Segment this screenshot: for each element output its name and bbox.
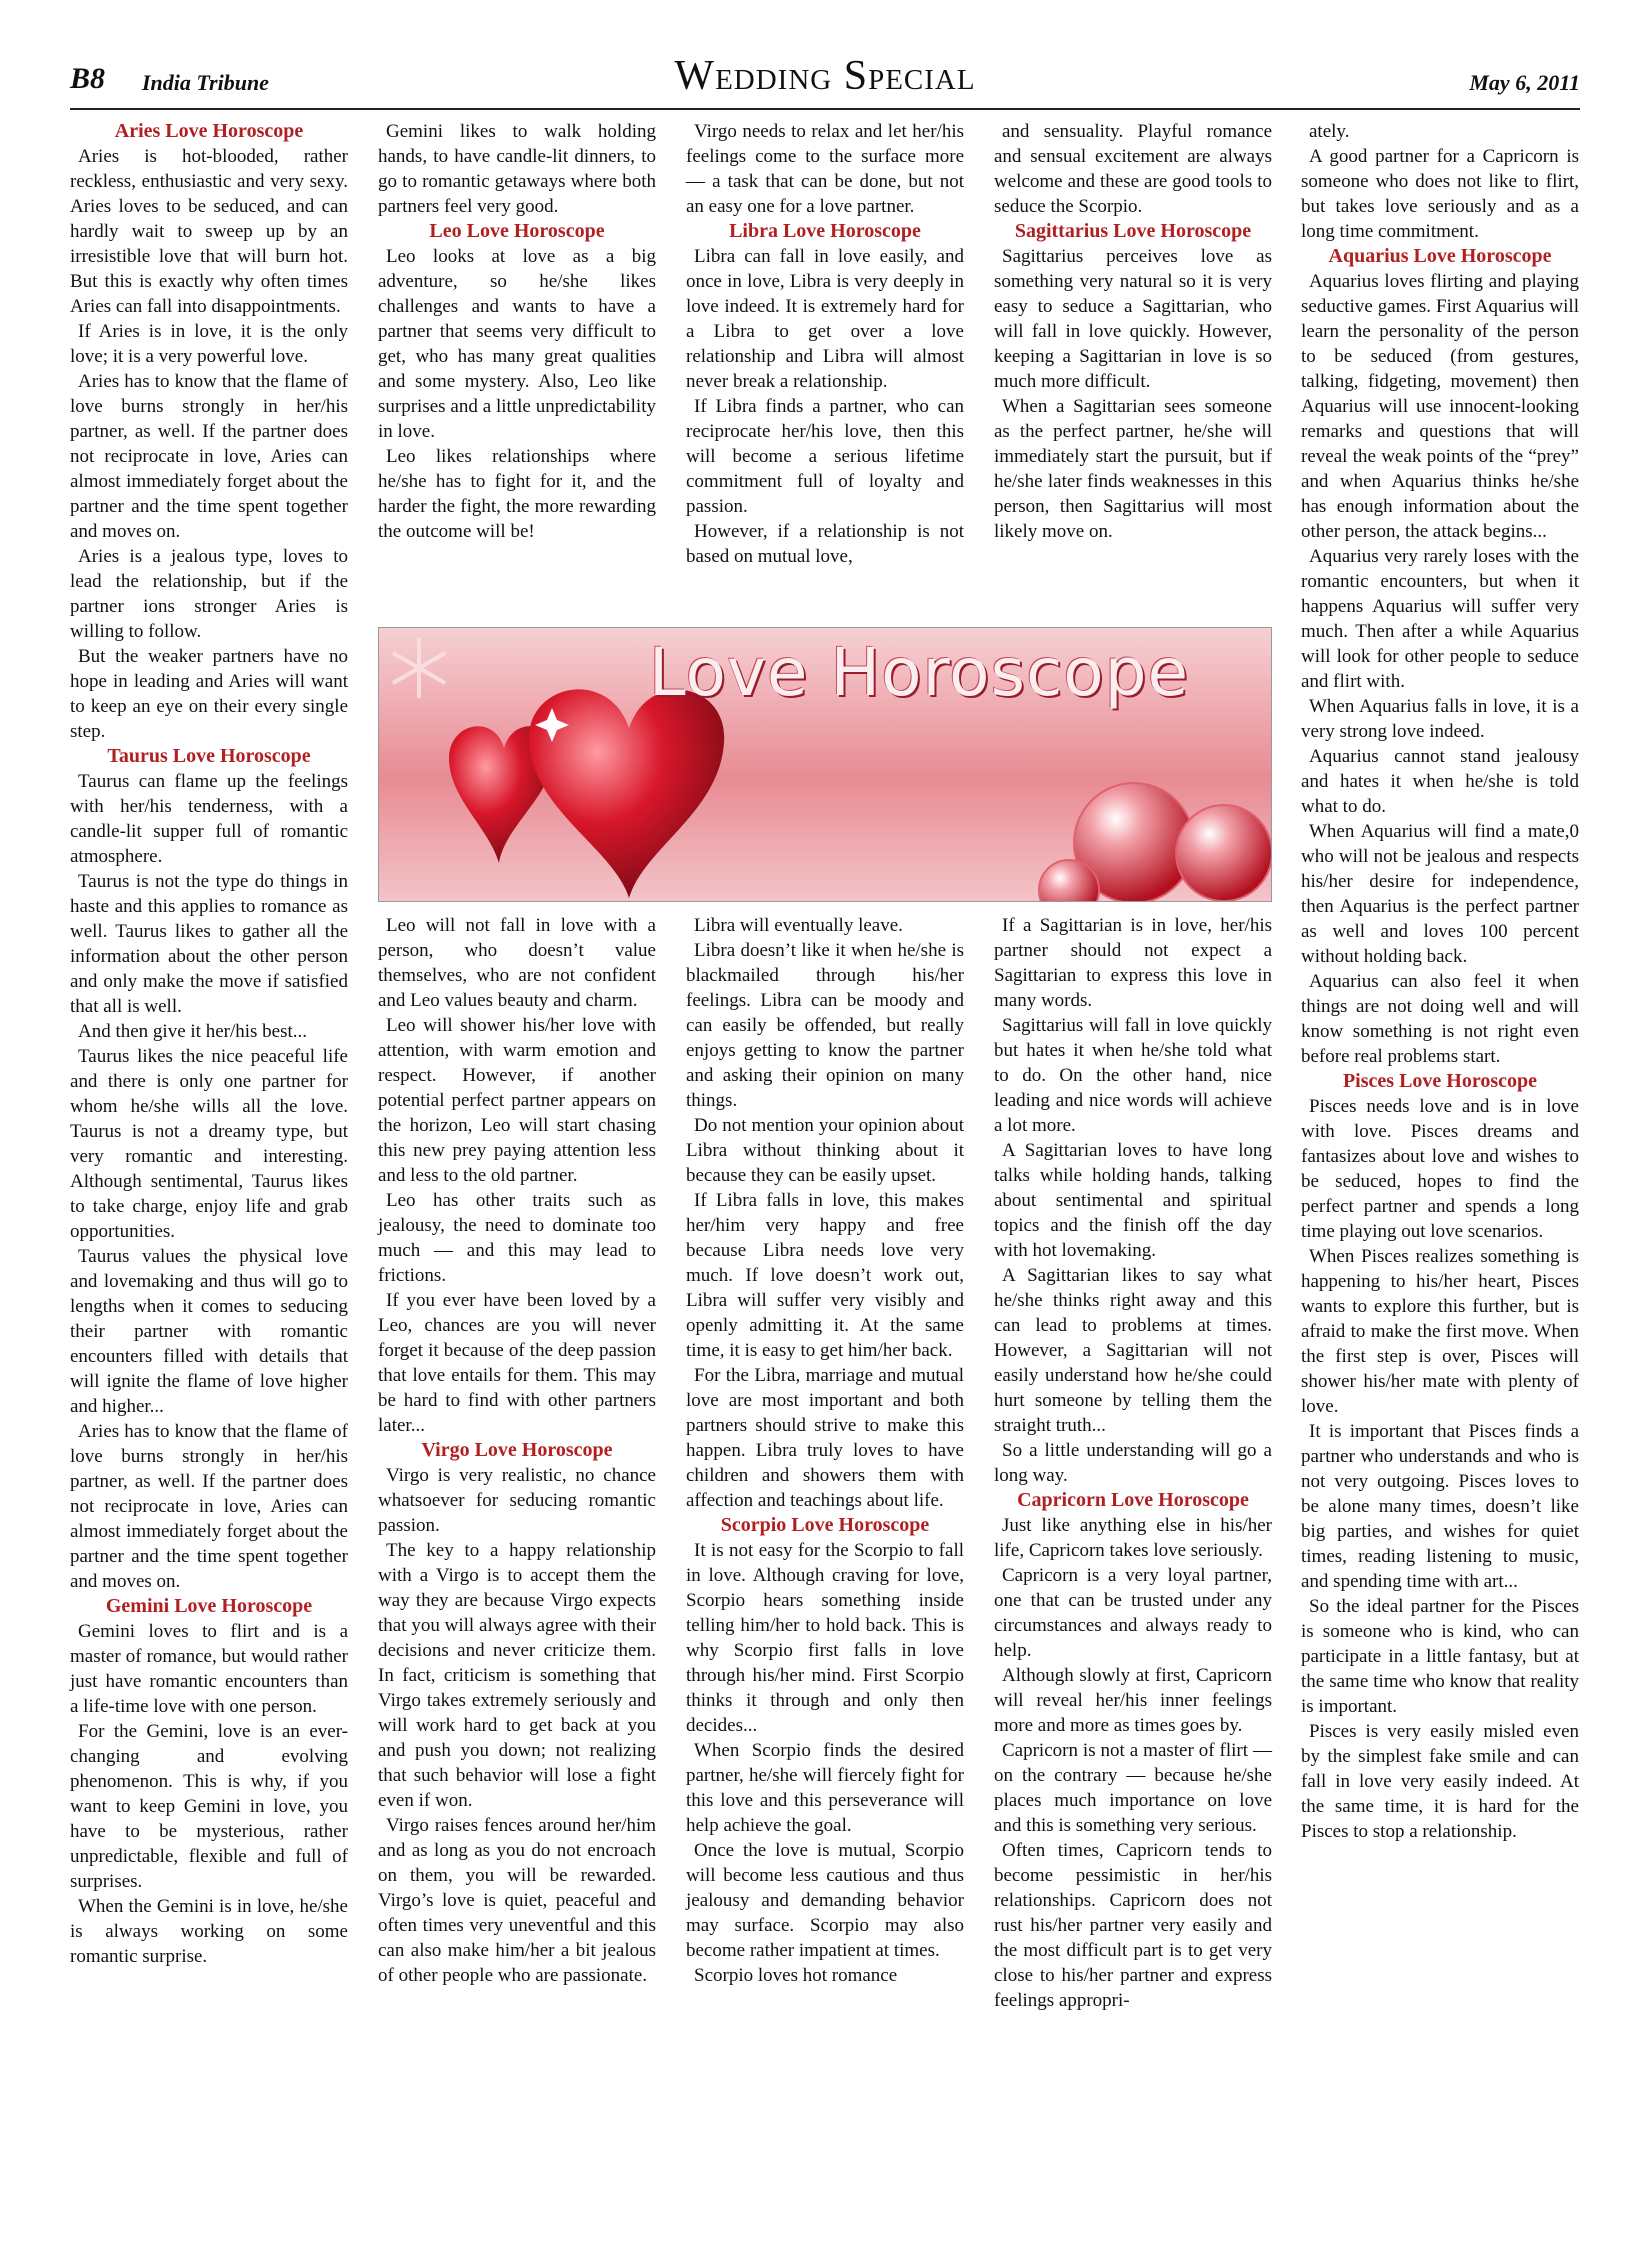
scorpio-paragraph: Scorpio loves hot romance — [694, 1965, 898, 1986]
taurus-paragraph: Taurus can flame up the feelings with her/his tenderness, with a candle-lit supper full of romantic atmosphere. — [70, 771, 348, 867]
virgo-paragraph: The key to a happy relationship with a Virgo is to accept them the way they are because Virgo expects that you will always agree with their decisions and never criticize them. In fact, criticism is something that Virgo takes extremely seriously and will work hard to get back at you and push you down; not realizing that such behavior will lose a fight even if won. — [378, 1540, 656, 1811]
aquarius-paragraph: When Aquarius will find a mate,0 who will not be jealous and respects his/her desire for independence, then Aquarius is the perfect partner as well and loves 100 percent without holding back. — [1301, 821, 1579, 967]
sagittarius-paragraph: Sagittarius will fall in love quickly but hates it when he/she told what to do. On the other hand, nice leading and nice words will achieve a lot more. — [994, 1015, 1272, 1136]
pisces-paragraph: Pisces needs love and is in love with love. Pisces dreams and fantasizes about love and wishes to be seduced, hopes to find the perfect partner and spends a long time playing out love scenarios. — [1301, 1096, 1579, 1242]
capricorn-paragraph: ately. — [1309, 121, 1350, 142]
virgo-heading: Virgo Love Horoscope — [421, 1439, 613, 1461]
pisces-paragraph: So the ideal partner for the Pisces is someone who is kind, who can participate in a little fantasy, but at the same time who know that reality is important. — [1301, 1596, 1579, 1717]
sagittarius-heading: Sagittarius Love Horoscope — [1014, 220, 1252, 242]
aquarius-heading: Aquarius Love Horoscope — [1328, 245, 1552, 267]
libra-paragraph: Libra will eventually leave. — [694, 915, 903, 936]
scorpio-paragraph: Once the love is mutual, Scorpio will become less cautious and thus jealousy and demanding behavior may surface. Scorpio may also become rather impatient at times. — [686, 1840, 964, 1961]
capricorn-paragraph: Although slowly at first, Capricorn will reveal her/his inner feelings more and more as times goes by. — [994, 1665, 1272, 1736]
sagittarius-paragraph: A Sagittarian likes to say what he/she thinks right away and this can lead to problems at times. However, a Sagittarian will not easily understand how he/she could hurt someone by telling them the straight truth... — [994, 1265, 1272, 1436]
scorpio-paragraph: When Scorpio finds the desired partner, he/she will fiercely fight for this love and this perseverance will help achieve the goal. — [686, 1740, 964, 1836]
column-4-bottom — [994, 913, 1272, 2203]
leo-paragraph: Leo looks at love as a big adventure, so he/she likes challenges and wants to have a partner that seems very difficult to get, who has many great qualities and some mystery. Also, Leo like surprises and a little unpredictability in love. — [378, 246, 656, 442]
column-1 — [70, 119, 348, 2199]
column-5 — [1301, 119, 1579, 2199]
libra-paragraph: Do not mention your opinion about Libra without thinking about it because they can be easily upset. — [686, 1115, 964, 1186]
snowflake-icon — [393, 638, 445, 698]
capricorn-paragraph: Often times, Capricorn tends to become pessimistic in her/his relationships. Capricorn does not rust his/her partner very easily and the most difficult part is to get very close to his/her partner and express feelings appropri- — [994, 1840, 1272, 2011]
aquarius-paragraph: Aquarius cannot stand jealousy and hates it when he/she is told what to do. — [1301, 746, 1579, 817]
gemini-paragraph: When the Gemini is in love, he/she is always working on some romantic surprise. — [70, 1896, 348, 1967]
column-3-top — [686, 119, 964, 619]
pisces-paragraph: When Pisces realizes something is happening to his/her heart, Pisces wants to explore this further, but is afraid to make the first move. When the first step is over, Pisces will shower his/her mate with plenty of love. — [1301, 1246, 1579, 1417]
aries-heading: Aries Love Horoscope — [114, 120, 304, 142]
aries-paragraph: Aries has to know that the flame of love burns strongly in her/his partner, as well. If the partner does not reciprocate in love, Aries can almost immediately forget about the partner and the time spent together and moves on. — [70, 371, 348, 542]
leo-paragraph: Leo has other traits such as jealousy, the need to dominate too much — and this may lead to frictions. — [378, 1190, 656, 1286]
page-number: B8 — [70, 62, 106, 95]
header-rule — [70, 108, 1580, 110]
virgo-paragraph: Virgo is very realistic, no chance whatsoever for seducing romantic passion. — [378, 1465, 656, 1536]
leo-paragraph: Leo will shower his/her love with attention, with warm emotion and respect. However, if another potential perfect partner appears on the horizon, Leo will start chasing this new prey paying attention less and less to the old partner. — [378, 1015, 656, 1186]
taurus-paragraph: Taurus likes the nice peaceful life and there is only one partner for whom he/she wills all the love. Taurus is not a dreamy type, but very romantic and interesting. Although sentimental, Taurus likes to take charge, enjoy life and grab opportunities. — [70, 1046, 348, 1242]
pisces-paragraph: It is important that Pisces finds a partner who understands and who is not very outgoing. Pisces loves to be alone many times, doesn’t like big parties, and wishes for quiet times, reading listening to music, and spending time with art... — [1301, 1421, 1579, 1592]
sagittarius-paragraph: If a Sagittarian is in love, her/his partner should not expect a Sagittarian to express this love in many words. — [994, 915, 1272, 1011]
leo-heading: Leo Love Horoscope — [429, 220, 605, 242]
capricorn-paragraph: Capricorn is not a master of flirt — on the contrary — because he/she places much importance on love and this is something very serious. — [994, 1740, 1272, 1836]
glass-ball-icon — [1176, 805, 1272, 901]
sagittarius-paragraph: Sagittarius perceives love as something very natural so it is very easy to seduce a Sagittarian, who will fall in love quickly. However, keeping a Sagittarian in love is so much more difficult. — [994, 246, 1272, 392]
banner-title: Love Horoscope — [648, 634, 1190, 711]
scorpio-heading: Scorpio Love Horoscope — [720, 1514, 930, 1536]
libra-heading: Libra Love Horoscope — [729, 220, 921, 242]
taurus-heading: Taurus Love Horoscope — [107, 745, 311, 767]
pisces-paragraph: Pisces is very easily misled even by the simplest fake smile and can fall in love very easily indeed. At the same time, it is hard for the Pisces to stop a relationship. — [1301, 1721, 1579, 1842]
leo-paragraph: If you ever have been loved by a Leo, chances are you will never forget it because of the deep passion that love entails for them. This may be hard to find with other partners later... — [378, 1290, 656, 1436]
section-title: Wedding Special — [674, 53, 976, 99]
sagittarius-paragraph: So a little understanding will go a long way. — [994, 1440, 1272, 1486]
sagittarius-paragraph: A Sagittarian loves to have long talks while holding hands, talking about sentimental and spiritual topics and the finish off the day with hot lovemaking. — [994, 1140, 1272, 1261]
scorpio-paragraph: and sensuality. Playful romance and sensual excitement are always welcome and these are good tools to seduce the Scorpio. — [994, 121, 1272, 217]
aquarius-paragraph: Aquarius can also feel it when things are not doing well and will know something is not right even before real problems start. — [1301, 971, 1579, 1067]
taurus-paragraph: Taurus values the physical love and lovemaking and thus will go to lengths when it comes to seducing their partner with romantic encounters filled with details that will ignite the flame of love higher and higher... — [70, 1246, 348, 1417]
scorpio-paragraph: It is not easy for the Scorpio to fall in love. Although craving for love, Scorpio hears something inside telling him/her to hold back. This is why Scorpio first falls in love through his/her mind. First Scorpio thinks it through and only then decides... — [686, 1540, 964, 1736]
love-horoscope-banner — [378, 627, 1272, 902]
column-3-bottom — [686, 913, 964, 2203]
capricorn-paragraph: Capricorn is a very loyal partner, one that can be trusted under any circumstances and always ready to help. — [994, 1565, 1272, 1661]
capricorn-paragraph: Just like anything else in his/her life, Capricorn takes love seriously. — [994, 1515, 1272, 1561]
aries-paragraph: If Aries is in love, it is the only love; it is a very powerful love. — [70, 321, 348, 367]
issue-date: May 6, 2011 — [1469, 70, 1580, 95]
aquarius-paragraph: Aquarius loves flirting and playing seductive games. First Aquarius will learn the personality of the person to be seduced (from gestures, talking, fidgeting, movement) then Aquarius will use innocent-looking remarks and questions that will reveal the weak points of the “prey” and when Aquarius thinks he/she has enough information about the other person, the attack begins... — [1301, 271, 1579, 542]
gemini-heading: Gemini Love Horoscope — [105, 1595, 313, 1617]
aries-paragraph: Aries is hot-blooded, rather reckless, enthusiastic and very sexy. Aries loves to be seduced, and can hardly wait to sweep up by an irresistible love that will burn hot. But this is exactly why often times Aries can fall into disappointments. — [70, 146, 348, 317]
taurus-paragraph: And then give it her/his best... — [78, 1021, 308, 1042]
capricorn-heading: Capricorn Love Horoscope — [1017, 1489, 1249, 1511]
virgo-paragraph: Virgo needs to relax and let her/his feelings come to the surface more — a task that can be done, but not an easy one for a love partner. — [686, 121, 964, 217]
leo-paragraph: Leo likes relationships where he/she has to fight for it, and the harder the fight, the more rewarding the outcome will be! — [378, 446, 656, 542]
leo-paragraph: Leo will not fall in love with a person, who doesn’t value themselves, who are not confident and Leo values beauty and charm. — [378, 915, 656, 1011]
page-header — [70, 53, 1580, 108]
libra-paragraph: However, if a relationship is not based on mutual love, — [686, 521, 964, 567]
column-2-bottom — [378, 913, 656, 2203]
aquarius-paragraph: When Aquarius falls in love, it is a very strong love indeed. — [1301, 696, 1579, 742]
aries-paragraph: Aries is a jealous type, loves to lead the relationship, but if the partner ions stronger Aries is willing to follow. — [70, 546, 348, 642]
libra-paragraph: Libra can fall in love easily, and once in love, Libra is very deeply in love indeed. It is extremely hard for a Libra to get over a love relationship and Libra will almost never break a relationship. — [686, 246, 964, 392]
column-2-top — [378, 119, 656, 619]
taurus-paragraph: Aries has to know that the flame of love burns strongly in her/his partner, as well. If the partner does not reciprocate in love, Aries can almost immediately forget about the partner and the time spent together and moves on. — [70, 1421, 348, 1592]
sagittarius-paragraph: When a Sagittarian sees someone as the perfect partner, he/she will immediately start the pursuit, but if he/she later finds weaknesses in this person, then Sagittarius will most likely move on. — [994, 396, 1272, 542]
libra-paragraph: If Libra finds a partner, who can reciprocate her/his love, then this will become a serious lifetime commitment full of loyalty and passion. — [686, 396, 964, 517]
aries-paragraph: But the weaker partners have no hope in leading and Aries will want to keep an eye on their every single step. — [70, 646, 348, 742]
taurus-paragraph: Taurus is not the type do things in haste and this applies to romance as well. Taurus likes to gather all the information about the other person and only make the move if satisfied that all is well. — [70, 871, 348, 1017]
pisces-heading: Pisces Love Horoscope — [1342, 1070, 1538, 1092]
publication-name: India Tribune — [142, 70, 269, 95]
gemini-paragraph: Gemini loves to flirt and is a master of romance, but would rather just have romantic encounters than a life-time love with one person. — [70, 1621, 348, 1717]
libra-paragraph: For the Libra, marriage and mutual love are most important and both partners should strive to make this happen. Libra truly loves to have children and showers them with affection and teachings about life. — [686, 1365, 964, 1511]
gemini-paragraph: For the Gemini, love is an ever-changing and evolving phenomenon. This is why, if you want to keep Gemini in love, you have to be mysterious, rather unpredictable, flexible and full of surprises. — [70, 1721, 348, 1892]
libra-paragraph: Libra doesn’t like it when he/she is blackmailed through his/her feelings. Libra can be moody and can easily be offended, but really enjoys getting to know the partner and asking their opinion on many things. — [686, 940, 964, 1111]
libra-paragraph: If Libra falls in love, this makes her/him very happy and free because Libra needs love very much. If love doesn’t work out, Libra will suffer very visibly and openly admitting it. At the same time, it is easy to get him/her back. — [686, 1190, 964, 1361]
aquarius-paragraph: Aquarius very rarely loses with the romantic encounters, but when it happens Aquarius will suffer very much. Then after a while Aquarius will look for other people to seduce and flirt with. — [1301, 546, 1579, 692]
gemini-paragraph: Gemini likes to walk holding hands, to have candle-lit dinners, to go to romantic getaways where both partners feel very good. — [378, 121, 656, 217]
virgo-paragraph: Virgo raises fences around her/him and as long as you do not encroach on them, you will be rewarded. Virgo’s love is quiet, peaceful and often times very uneventful and this can also make him/her a bit jealous of other people who are passionate. — [378, 1815, 656, 1986]
column-4-top — [994, 119, 1272, 619]
capricorn-paragraph: A good partner for a Capricorn is someone who does not like to flirt, but takes love seriously and as a long time commitment. — [1301, 146, 1579, 242]
